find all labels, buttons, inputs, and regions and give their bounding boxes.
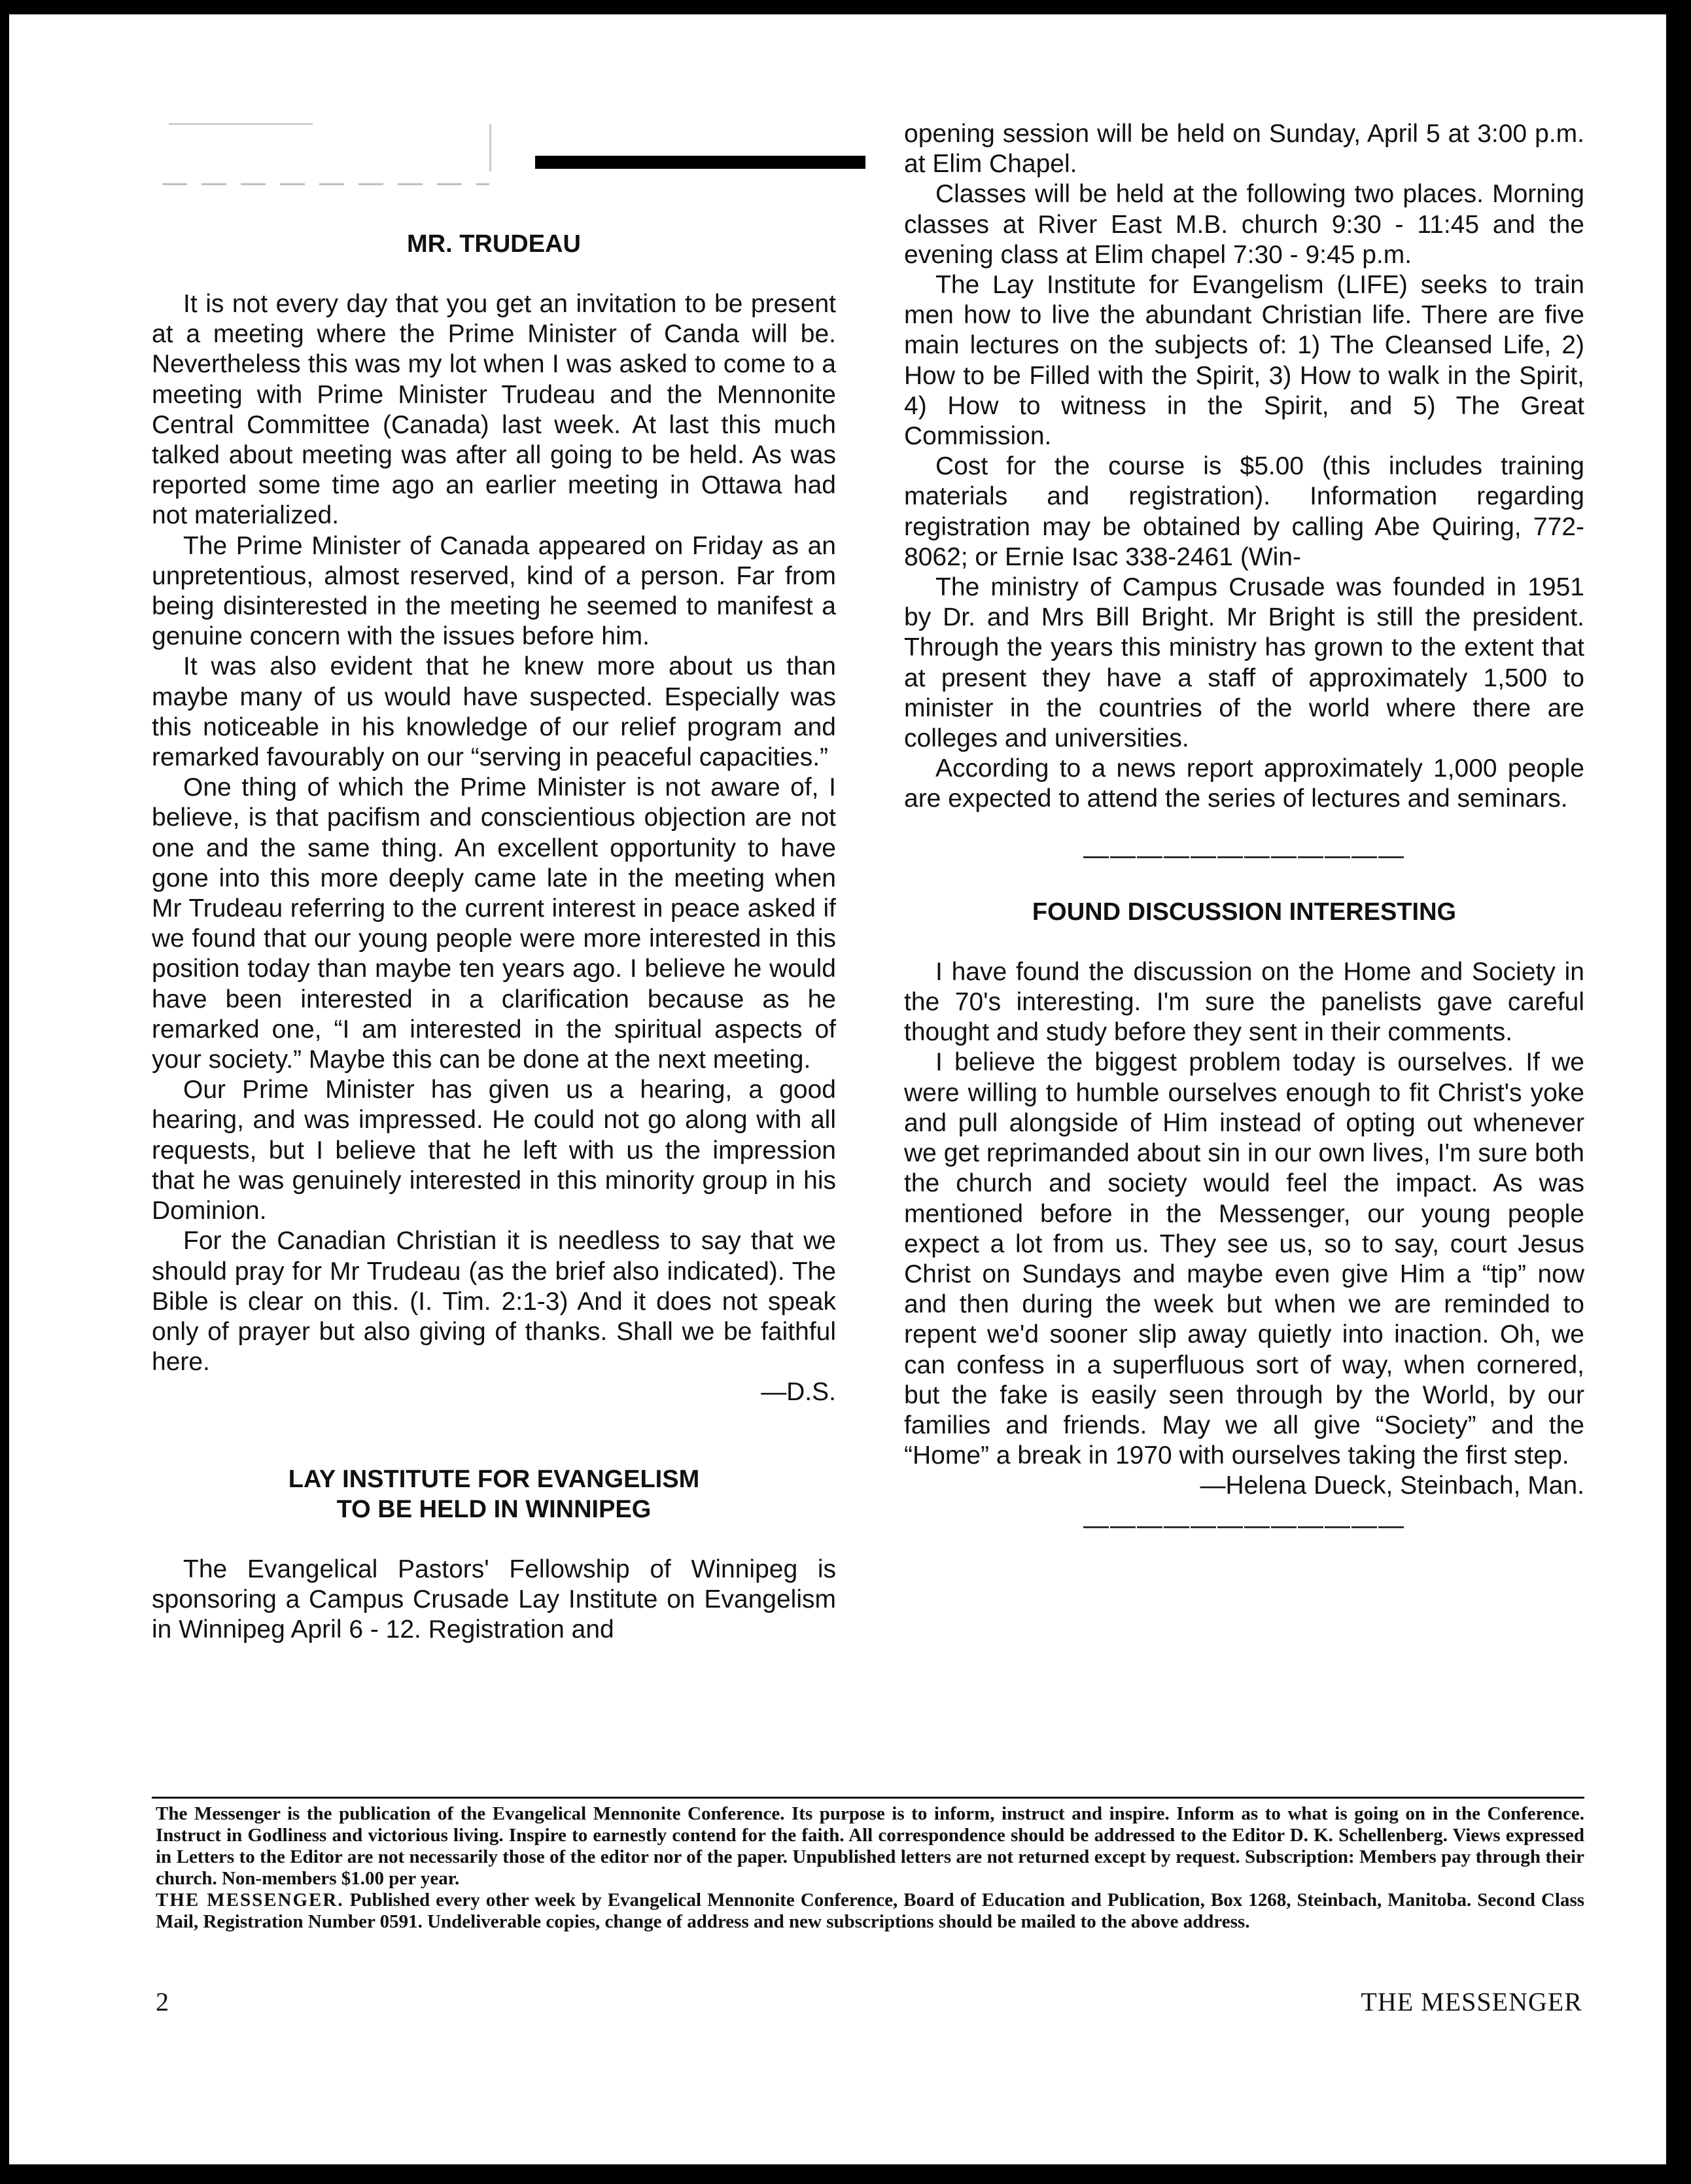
section-separator: ————————————	[1083, 1511, 1405, 1540]
masthead-text: Published every other week by Evangelical Mennonite Conference, Board of Education and Publication, Box 1268, Steinbach, Manitoba. Second Class Mail, Registration Number 0591. Undeliverable copies, change of address and new subscriptions should be mailed to the above address.	[156, 1890, 1585, 1932]
paragraph: It was also evident that he knew more about us than maybe many of us would have suspected. Especially was this noticeable in his knowledge of our relief program and remarked favourably on our “serving in peaceful capacities.”	[152, 652, 836, 772]
paragraph: Cost for the course is $5.00 (this includes training materials and registration). Information regarding registration may be obtained by calling Abe Quiring, 772-8062; or Ernie Isac 338-2461 (Win-	[904, 452, 1584, 571]
scan-border-right	[1666, 0, 1691, 2184]
scan-border-top	[0, 0, 1691, 14]
title-line: TO BE HELD IN WINNIPEG	[336, 1495, 652, 1523]
signature: —D.S.	[761, 1378, 836, 1407]
paragraph-continued: opening session will be held on Sunday, April 5 at 3:00 p.m. at Elim Chapel.	[904, 120, 1584, 179]
page-number: 2	[156, 1987, 169, 2017]
title-line: LAY INSTITUTE FOR EVANGELISM	[288, 1465, 700, 1493]
paragraph: One thing of which the Prime Minister is not aware of, I believe, is that pacifism and conscientious objection are not one and the same thing. An excellent opportunity to have gone into this more deeply came late in the meeting when Mr Trudeau referring to the current interest in peace asked if we found that our young people were more interested in this position today than maybe ten years ago. I believe he would have been interested in a clarification because as he remarked one, “I am interested in the spiritual aspects of your society.” Maybe this can be done at the next meeting.	[152, 773, 836, 1074]
paragraph: I believe the biggest problem today is ourselves. If we were willing to humble ourselves enough to fit Christ's yoke and pull alongside of Him instead of opting out whenever we get reprimanded about sin in our own lives, I'm sure both the church and society would feel the impact. As was mentioned before in the Messenger, our young people expect a lot from us. They see us, so to say, court Jesus Christ on Sundays and maybe even give Him a “tip” now and then during the week but when we are reminded to repent we'd sooner slip away quietly into inaction. Oh, we can confess in a superfluous sort of way, when cornered, but the fake is easily seen through by the World, by our families and friends. May we all give “Society” and the “Home” a break in 1970 with ourselves taking the first step.	[904, 1048, 1584, 1470]
masthead-label: THE MESSENGER.	[156, 1890, 344, 1911]
footer-rule	[152, 1797, 1584, 1799]
paragraph: Our Prime Minister has given us a hearing, a good hearing, and was impressed. He could not go along with all requests, but I believe that he left with us the impression that he was genuinely interested in this minority group in his Dominion.	[152, 1076, 836, 1225]
paragraph: For the Canadian Christian it is needless to say that we should pray for Mr Trudeau (as the brief also indicated). The Bible is clear on this. (I. Tim. 2:1-3) And it does not speak only of prayer but also giving of thanks. Shall we be faithful here.	[152, 1227, 836, 1377]
footer-masthead	[156, 1890, 1584, 1933]
article-title-trudeau: MR. TRUDEAU	[407, 230, 581, 258]
publication-footer	[156, 1803, 1584, 1933]
paragraph: The Lay Institute for Evangelism (LIFE) seeks to train men how to live the abundant Christian life. There are five main lectures on the subjects of: 1) The Cleansed Life, 2) How to be Filled with the Spirit, 3) How to walk in the Spirit, 4) How to witness in the Spirit, and 5) The Great Commission.	[904, 271, 1584, 451]
signature: —Helena Dueck, Steinbach, Man.	[1200, 1471, 1584, 1500]
footer-statement: The Messenger is the publication of the Evangelical Mennonite Conference. Its purpose is to inform, instruct and inspire. Inform as to what is going on in the Conference. Instruct in Godliness and victorious living. Inspire to earnestly contend for the faith. All correspondence should be addressed to the Editor D. K. Schellenberg. Views expressed in Letters to the Editor are not necessarily those of the editor nor of the paper. Unpublished letters are not returned except by request. Subscription: Members pay through their church. Non-members $1.00 per year.	[156, 1803, 1584, 1889]
scan-border-left	[0, 0, 9, 2184]
left-column	[152, 230, 836, 1645]
paragraph: The ministry of Campus Crusade was founded in 1951 by Dr. and Mrs Bill Bright. Mr Bright is still the president. Through the years this ministry has grown to the extent that at present they have a staff of approximately 1,500 to minister in the countries of the world where there are colleges and universities.	[904, 573, 1584, 753]
paragraph: The Evangelical Pastors' Fellowship of Winnipeg is sponsoring a Campus Crusade Lay Institute on Evangelism in Winnipeg April 6 - 12. Registration and	[152, 1555, 836, 1644]
paragraph: I have found the discussion on the Home and Society in the 70's interesting. I'm sure the panelists gave careful thought and study before they sent in their comments.	[904, 957, 1584, 1047]
section-separator: ————————————	[1083, 841, 1405, 870]
publication-name: THE MESSENGER	[1361, 1987, 1582, 2017]
paragraph: Classes will be held at the following two places. Morning classes at River East M.B. church 9:30 - 11:45 and the evening class at Elim chapel 7:30 - 9:45 p.m.	[904, 180, 1584, 269]
paragraph: The Prime Minister of Canada appeared on Friday as an unpretentious, almost reserved, kind of a person. Far from being disinterested in the meeting he seemed to manifest a genuine concern with the issues before him.	[152, 531, 836, 651]
faded-print-mark	[169, 123, 313, 125]
paragraph: According to a news report approximately 1,000 people are expected to attend the series of lectures and seminars.	[904, 754, 1584, 813]
faded-print-mark	[162, 183, 489, 185]
faded-print-mark	[489, 124, 491, 171]
right-column	[904, 119, 1584, 1541]
article-title-lay-institute	[152, 1464, 836, 1524]
paragraph: It is not every day that you get an invitation to be present at a meeting where the Prime Minister of Canda will be. Nevertheless this was my lot when I was asked to come to a meeting with Prime Minister Trudeau and the Mennonite Central Committee (Canada) last week. At last this much talked about meeting was after all going to be held. As was reported some time ago an earlier meeting in Ottawa had not materialized.	[152, 290, 836, 530]
article-title-discussion: FOUND DISCUSSION INTERESTING	[1032, 898, 1457, 926]
scan-border-bottom	[0, 2164, 1691, 2184]
black-divider-bar	[535, 156, 865, 169]
